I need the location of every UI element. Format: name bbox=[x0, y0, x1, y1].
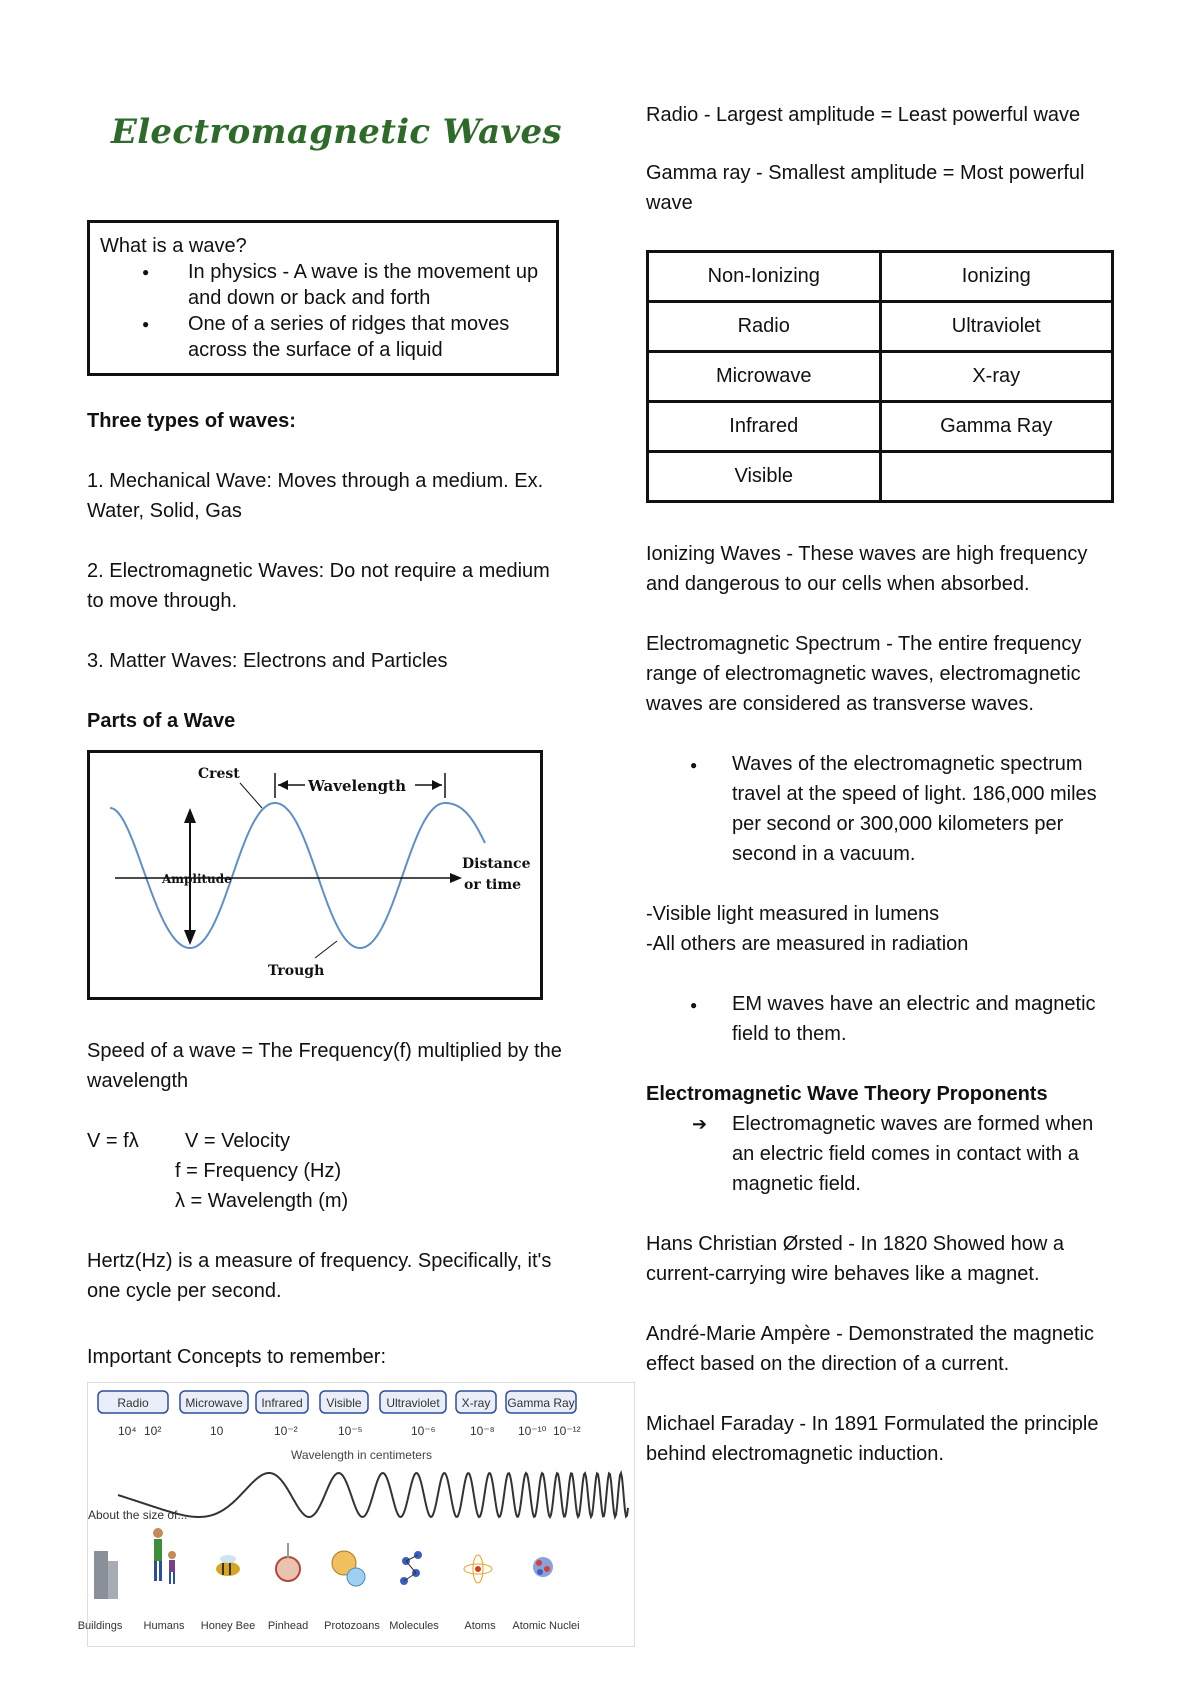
type-matter: 3. Matter Waves: Electrons and Particles bbox=[87, 650, 448, 672]
formula-wavelength: λ = Wavelength (m) bbox=[175, 1190, 349, 1212]
ampere-text: André-Marie Ampère - Demonstrated the magnetic effect based on the direction of a current. bbox=[646, 1323, 1094, 1375]
spectrum-object-label: Pinhead bbox=[267, 1620, 309, 1632]
box-bullet-item: ● In physics - A wave is the movement up and down or back and forth bbox=[188, 259, 546, 311]
ionizing-table bbox=[646, 250, 1114, 503]
types-heading: Three types of waves: bbox=[87, 410, 296, 432]
spectrum-band-label: Radio bbox=[117, 1396, 149, 1410]
gamma-line: Gamma ray - Smallest amplitude = Most powerful wave bbox=[646, 162, 1085, 214]
amplitude-label: Amplitude bbox=[162, 872, 232, 886]
pinhead-icon bbox=[276, 1543, 300, 1581]
spectrum-band-label: Infrared bbox=[261, 1396, 303, 1410]
spectrum-exponent-label: 10⁻⁵ bbox=[338, 1424, 363, 1438]
em-bullet: ● EM waves have an electric and magnetic field to them. bbox=[732, 989, 1120, 1049]
formula-block bbox=[87, 1126, 567, 1216]
atomic-nuclei-icon bbox=[533, 1557, 553, 1577]
orsted-text: Hans Christian Ørsted - In 1820 Showed how a current-carrying wire behaves like a magnet. bbox=[646, 1233, 1064, 1285]
table-row bbox=[648, 352, 1113, 402]
spectrum-figure bbox=[77, 1382, 635, 1647]
others-line: -All others are measured in radiation bbox=[646, 933, 969, 955]
spectrum-wave bbox=[118, 1473, 628, 1517]
spectrum-exponent-label: 10 bbox=[210, 1424, 224, 1438]
table-row bbox=[648, 302, 1113, 352]
spectrum-band-label: Ultraviolet bbox=[386, 1396, 440, 1410]
wave-definition-box bbox=[87, 220, 559, 376]
box-heading: What is a wave? bbox=[100, 235, 247, 257]
radio-line: Radio - Largest amplitude = Least powerful wave bbox=[646, 104, 1081, 126]
box-bullet-item: ● One of a series of ridges that moves across the surface of a liquid bbox=[188, 311, 546, 363]
theory-arrow-item: ➔ Electromagnetic waves are formed when an electric field comes in contact with a magnetic field. bbox=[732, 1109, 1120, 1199]
theory-arrow-list bbox=[646, 1109, 1120, 1199]
spectrum-band-label: Visible bbox=[326, 1396, 362, 1410]
table-header-row bbox=[648, 252, 1113, 302]
right-column bbox=[646, 100, 1120, 1469]
speed-bullet-list bbox=[646, 749, 1120, 869]
type-mechanical: 1. Mechanical Wave: Moves through a medium. Ex. Water, Solid, Gas bbox=[87, 470, 544, 522]
formula-lhs: V = fλ bbox=[87, 1130, 139, 1152]
molecules-icon bbox=[400, 1551, 422, 1585]
spectrum-exponent-label: 10⁻⁶ bbox=[411, 1424, 436, 1438]
ionizing-text: Ionizing Waves - These waves are high frequency and dangerous to our cells when absorbed. bbox=[646, 543, 1088, 595]
speed-text: Speed of a wave = The Frequency(f) multiplied by the wavelength bbox=[87, 1040, 562, 1092]
table-header-cell: Ionizing bbox=[880, 252, 1113, 302]
table-cell: Visible bbox=[648, 452, 881, 502]
spectrum-band-label: Gamma Ray bbox=[507, 1396, 575, 1410]
parts-heading: Parts of a Wave bbox=[87, 710, 236, 732]
atoms-icon bbox=[464, 1555, 492, 1583]
table-cell: X-ray bbox=[880, 352, 1113, 402]
spectrum-size-label: About the size of... bbox=[88, 1508, 188, 1522]
visible-line: -Visible light measured in lumens bbox=[646, 903, 940, 925]
protozoans-icon bbox=[332, 1551, 365, 1586]
table-cell: Gamma Ray bbox=[880, 402, 1113, 452]
table-cell: Radio bbox=[648, 302, 881, 352]
spectrum-exponent-label: 10⁴ bbox=[118, 1424, 137, 1438]
theory-heading: Electromagnetic Wave Theory Proponents bbox=[646, 1083, 1048, 1105]
spectrum-exponent-label: 10⁻¹² bbox=[553, 1424, 581, 1438]
spectrum-object-label: Honey Bee bbox=[200, 1620, 256, 1632]
table-row bbox=[648, 402, 1113, 452]
table-cell: Infrared bbox=[648, 402, 881, 452]
humans-icon bbox=[153, 1528, 176, 1584]
formula-frequency: f = Frequency (Hz) bbox=[175, 1160, 342, 1182]
spectrum-exponent-label: 10⁻⁸ bbox=[470, 1424, 495, 1438]
em-bullet-list bbox=[646, 989, 1120, 1049]
left-column bbox=[77, 100, 581, 1647]
table-cell: Ultraviolet bbox=[880, 302, 1113, 352]
spectrum-object-label: Protozoans bbox=[324, 1620, 380, 1632]
spectrum-object-label: Atoms bbox=[464, 1620, 496, 1632]
table-header-cell: Non-Ionizing bbox=[648, 252, 881, 302]
speed-bullet: ● Waves of the electromagnetic spectrum travel at the speed of light. 186,000 miles per second or 300,000 kilometers per second in a vacuum. bbox=[732, 749, 1120, 869]
hertz-text: Hertz(Hz) is a measure of frequency. Specifically, it's one cycle per second. bbox=[87, 1250, 552, 1302]
spectrum-object-label: Molecules bbox=[389, 1620, 439, 1632]
concepts-heading: Important Concepts to remember: bbox=[87, 1346, 387, 1368]
trough-label: Trough bbox=[268, 963, 325, 979]
spectrum-exponent-label: 10⁻² bbox=[274, 1424, 298, 1438]
spectrum-object-label: Buildings bbox=[77, 1620, 123, 1632]
type-electromagnetic: 2. Electromagnetic Waves: Do not require a medium to move through. bbox=[87, 560, 550, 612]
faraday-text: Michael Faraday - In 1891 Formulated the principle behind electromagnetic induction. bbox=[646, 1413, 1099, 1465]
spectrum-exponent-label: 10⁻¹⁰ bbox=[518, 1424, 547, 1438]
wavelength-label: Wavelength bbox=[308, 777, 406, 795]
table-cell bbox=[880, 452, 1113, 502]
spectrum-axis-label: Wavelength in centimeters bbox=[291, 1448, 432, 1462]
spectrum-object-label: Atomic Nuclei bbox=[512, 1620, 580, 1632]
wave-diagram bbox=[87, 750, 543, 1000]
spectrum-exponent-label: 10² bbox=[144, 1424, 162, 1438]
formula-velocity: V = Velocity bbox=[185, 1130, 291, 1152]
or-time-label: or time bbox=[464, 877, 522, 893]
spectrum-object-label: Humans bbox=[143, 1620, 185, 1632]
spectrum-text: Electromagnetic Spectrum - The entire frequency range of electromagnetic waves, electromagnetic waves are considered as transverse waves. bbox=[646, 633, 1082, 715]
spectrum-band-label: X-ray bbox=[461, 1396, 491, 1410]
distance-label: Distance bbox=[462, 856, 531, 872]
box-bullet-list bbox=[100, 259, 546, 363]
crest-label: Crest bbox=[198, 766, 240, 782]
table-cell: Microwave bbox=[648, 352, 881, 402]
buildings-icon bbox=[94, 1551, 118, 1599]
honey-bee-icon bbox=[216, 1555, 240, 1576]
page-title: Electromagnetic Waves bbox=[111, 112, 562, 152]
spectrum-band-label: Microwave bbox=[185, 1396, 243, 1410]
table-row bbox=[648, 452, 1113, 502]
